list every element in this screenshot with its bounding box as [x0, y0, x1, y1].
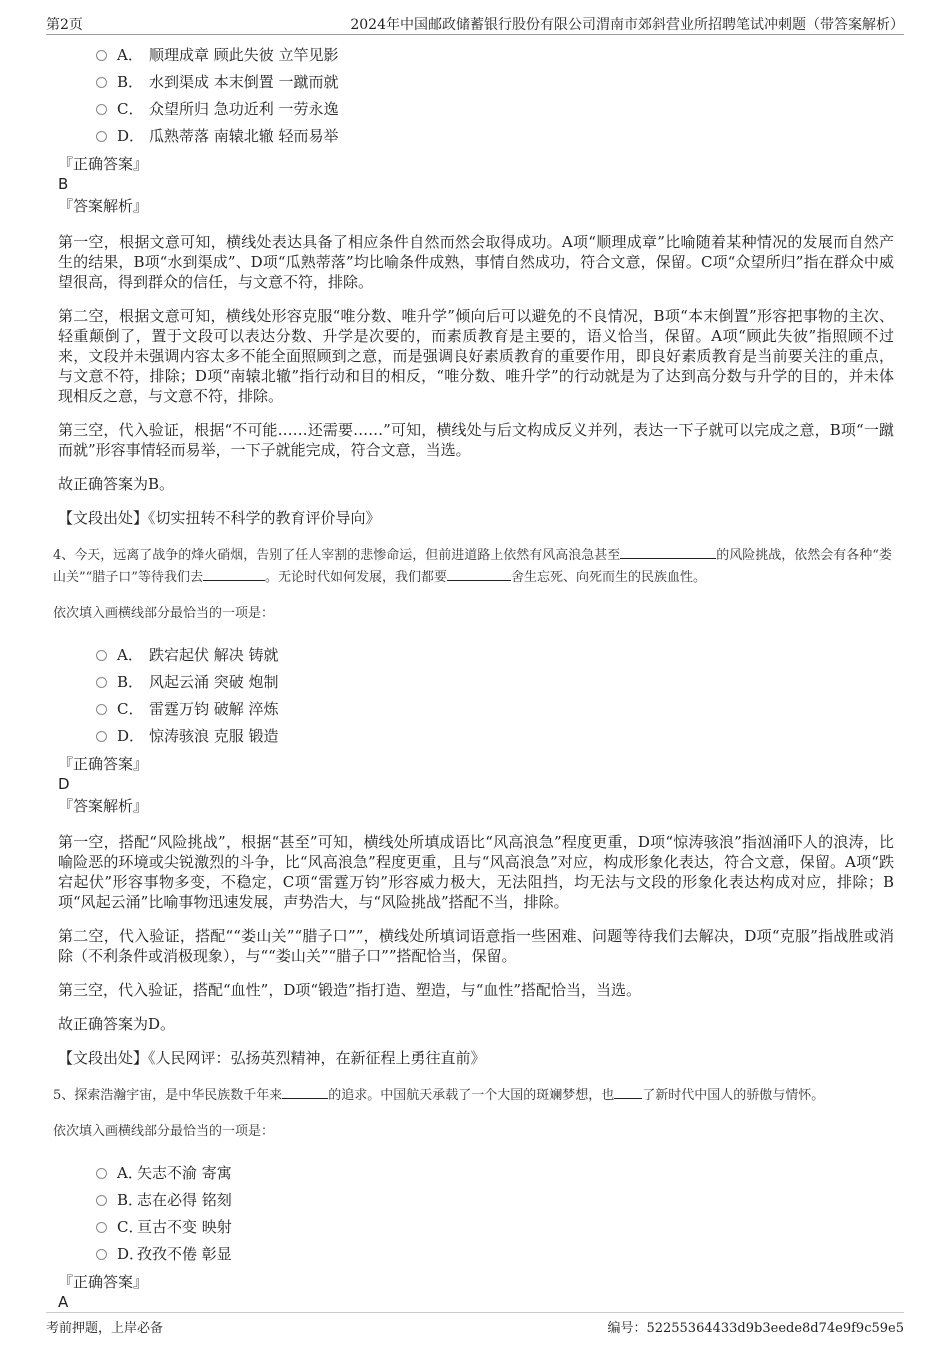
q5-instruction: 依次填入画横线部分最恰当的一项是：: [53, 1124, 275, 1139]
radio-icon[interactable]: [96, 677, 107, 688]
blank-line: [620, 544, 716, 559]
q3-option-d[interactable]: D． 瓜熟蒂落 南辕北辙 轻而易举: [96, 123, 894, 150]
blank-line: [203, 566, 265, 581]
document-title: 2024年中国邮政储蓄银行股份有限公司渭南市郊斜营业所招聘笔试冲刺题（带答案解析）: [350, 17, 904, 33]
radio-icon[interactable]: [96, 77, 107, 88]
q3-source: 【文段出处】《切实扭转不科学的教育评价导向》: [58, 509, 381, 527]
radio-icon[interactable]: [96, 650, 107, 661]
q5-answer: A: [58, 1293, 69, 1311]
q4-option-b[interactable]: B． 风起云涌 突破 炮制: [96, 669, 894, 696]
page-header: [46, 14, 904, 35]
radio-icon[interactable]: [96, 1249, 107, 1260]
q4-analysis-paragraph: 第三空，代入验证，搭配“血性”，D项“锻造”指打造、塑造，与“血性”搭配恰当，当选。: [58, 981, 642, 999]
q4-answer: D: [58, 775, 70, 793]
q5-stem: 5、探索浩瀚宇宙，是中华民族数千年来 的追求。中国航天承载了一个大国的斑斓梦想，也 了新时代中国人的骄傲与情怀。: [53, 1084, 894, 1106]
q4-analysis-paragraph: 第一空，搭配“风险挑战”，根据“甚至”可知，横线处所填成语比“风高浪急”程度更重，D项“惊涛骇浪”指汹涌吓人的浪涛，比喻险恶的环境或尖锐激烈的斗争，比“风高浪急”程度更重，且与“风高浪急”对应，构成形象化表达，符合文意，保留。A项“跌宕起伏”形容事物多变，不稳定，C项“雷霆万钧”形容威力极大，无法阻挡，均无法与文段的形象化表达构成对应，排除；B项“风起云涌”比喻事物迅速发展，声势浩大，与“风险挑战”搭配不当，排除。: [58, 833, 894, 911]
radio-icon[interactable]: [96, 731, 107, 742]
q3-answer: B: [58, 175, 69, 193]
q5-option-d[interactable]: D． 孜孜不倦 彰显: [96, 1241, 894, 1268]
q4-analysis-paragraph: 故正确答案为D。: [58, 1015, 176, 1033]
footer-slogan: 考前押题，上岸必备: [46, 1321, 164, 1336]
blank-line: [282, 1084, 328, 1099]
q3-analysis-paragraph: 故正确答案为B。: [58, 475, 175, 493]
q4-instruction: 依次填入画横线部分最恰当的一项是：: [53, 606, 275, 621]
radio-icon[interactable]: [96, 1168, 107, 1179]
blank-line: [447, 566, 511, 581]
q3-analysis-paragraph: 第三空，代入验证，根据“不可能……还需要……”可知，横线处与后文构成反义并列，表达一下子就可以完成之意，B项“一蹴而就”形容事情轻而易举，一下子就能完成，符合文意，当选。: [58, 421, 894, 459]
q4-analysis-label: 『答案解析』: [58, 797, 149, 815]
radio-icon[interactable]: [96, 131, 107, 142]
page-number: 第2页: [46, 17, 83, 33]
q5-option-b[interactable]: B． 志在必得 铭刻: [96, 1187, 894, 1214]
radio-icon[interactable]: [96, 704, 107, 715]
q3-option-c[interactable]: C． 众望所归 急功近利 一劳永逸: [96, 96, 894, 123]
q3-answer-label: 『正确答案』: [58, 155, 149, 173]
q3-analysis-paragraph: 第二空，根据文意可知，横线处形容克服“唯分数、唯升学”倾向后可以避免的不良情况，B项“本末倒置”形容把事物的主次、轻重颠倒了，置于文段可以表达分数、升学是次要的，而素质教育是主要的，语义恰当，保留。A项“顾此失彼”指照顾不过来，文段并未强调内容太多不能全面照顾到之意，而是强调良好素质教育的重要作用，即良好素质教育是当前要关注的重点，与文意不符，排除；D项“南辕北辙”指行动和目的相反，“唯分数、唯升学”的行动就是为了达到高分数与升学的目的，并未体现相反之意，与文意不符，排除。: [58, 307, 894, 405]
radio-icon[interactable]: [96, 1195, 107, 1206]
q5-option-a[interactable]: A． 矢志不渝 寄寓: [96, 1160, 894, 1187]
page-content: [53, 42, 894, 1312]
radio-icon[interactable]: [96, 1222, 107, 1233]
q4-stem: 4、今天，远离了战争的烽火硝烟，告别了任人宰割的悲惨命运，但前进道路上依然有风高浪急甚至 的风险挑战，依然会有各种“娄山关”“腊子口”等待我们去 。无论时代如何发展，我们都要 舍生忘死、向死而生的民族血性。: [53, 544, 894, 588]
q4-analysis-paragraph: 第二空，代入验证，搭配““娄山关”“腊子口””，横线处所填词语意指一些困难、问题等待我们去解决，D项“克服”指战胜或消除（不利条件或消极现象），与““娄山关”“腊子口””搭配恰当，保留。: [58, 927, 894, 965]
q3-option-b[interactable]: B． 水到渠成 本末倒置 一蹴而就: [96, 69, 894, 96]
q4-answer-label: 『正确答案』: [58, 755, 149, 773]
q4-option-a[interactable]: A． 跌宕起伏 解决 铸就: [96, 642, 894, 669]
blank-line: [614, 1084, 642, 1099]
q4-option-d[interactable]: D． 惊涛骇浪 克服 锻造: [96, 723, 894, 750]
q3-options: [96, 42, 894, 150]
page-footer: [46, 1312, 904, 1338]
q5-options: [96, 1160, 894, 1268]
q5-answer-label: 『正确答案』: [58, 1273, 149, 1291]
radio-icon[interactable]: [96, 104, 107, 115]
q4-source: 【文段出处】《人民网评：弘扬英烈精神，在新征程上勇往直前》: [58, 1049, 486, 1067]
q3-analysis-paragraph: 第一空，根据文意可知，横线处表达具备了相应条件自然而然会取得成功。A项“顺理成章”比喻随着某种情况的发展而自然产生的结果，B项“水到渠成”、D项“瓜熟蒂落”均比喻条件成熟，事情自然成功，符合文意，保留。C项“众望所归”指在群众中威望很高，得到群众的信任，与文意不符，排除。: [58, 233, 894, 291]
radio-icon[interactable]: [96, 50, 107, 61]
q4-option-c[interactable]: C． 雷霆万钧 破解 淬炼: [96, 696, 894, 723]
q3-option-a[interactable]: A． 顺理成章 顾此失彼 立竿见影: [96, 42, 894, 69]
q3-analysis-label: 『答案解析』: [58, 197, 149, 215]
q5-option-c[interactable]: C． 亘古不变 映射: [96, 1214, 894, 1241]
document-id: 编号：52255364433d9b3eede8d74e9f9c59e5: [607, 1321, 904, 1336]
q4-options: [96, 642, 894, 750]
